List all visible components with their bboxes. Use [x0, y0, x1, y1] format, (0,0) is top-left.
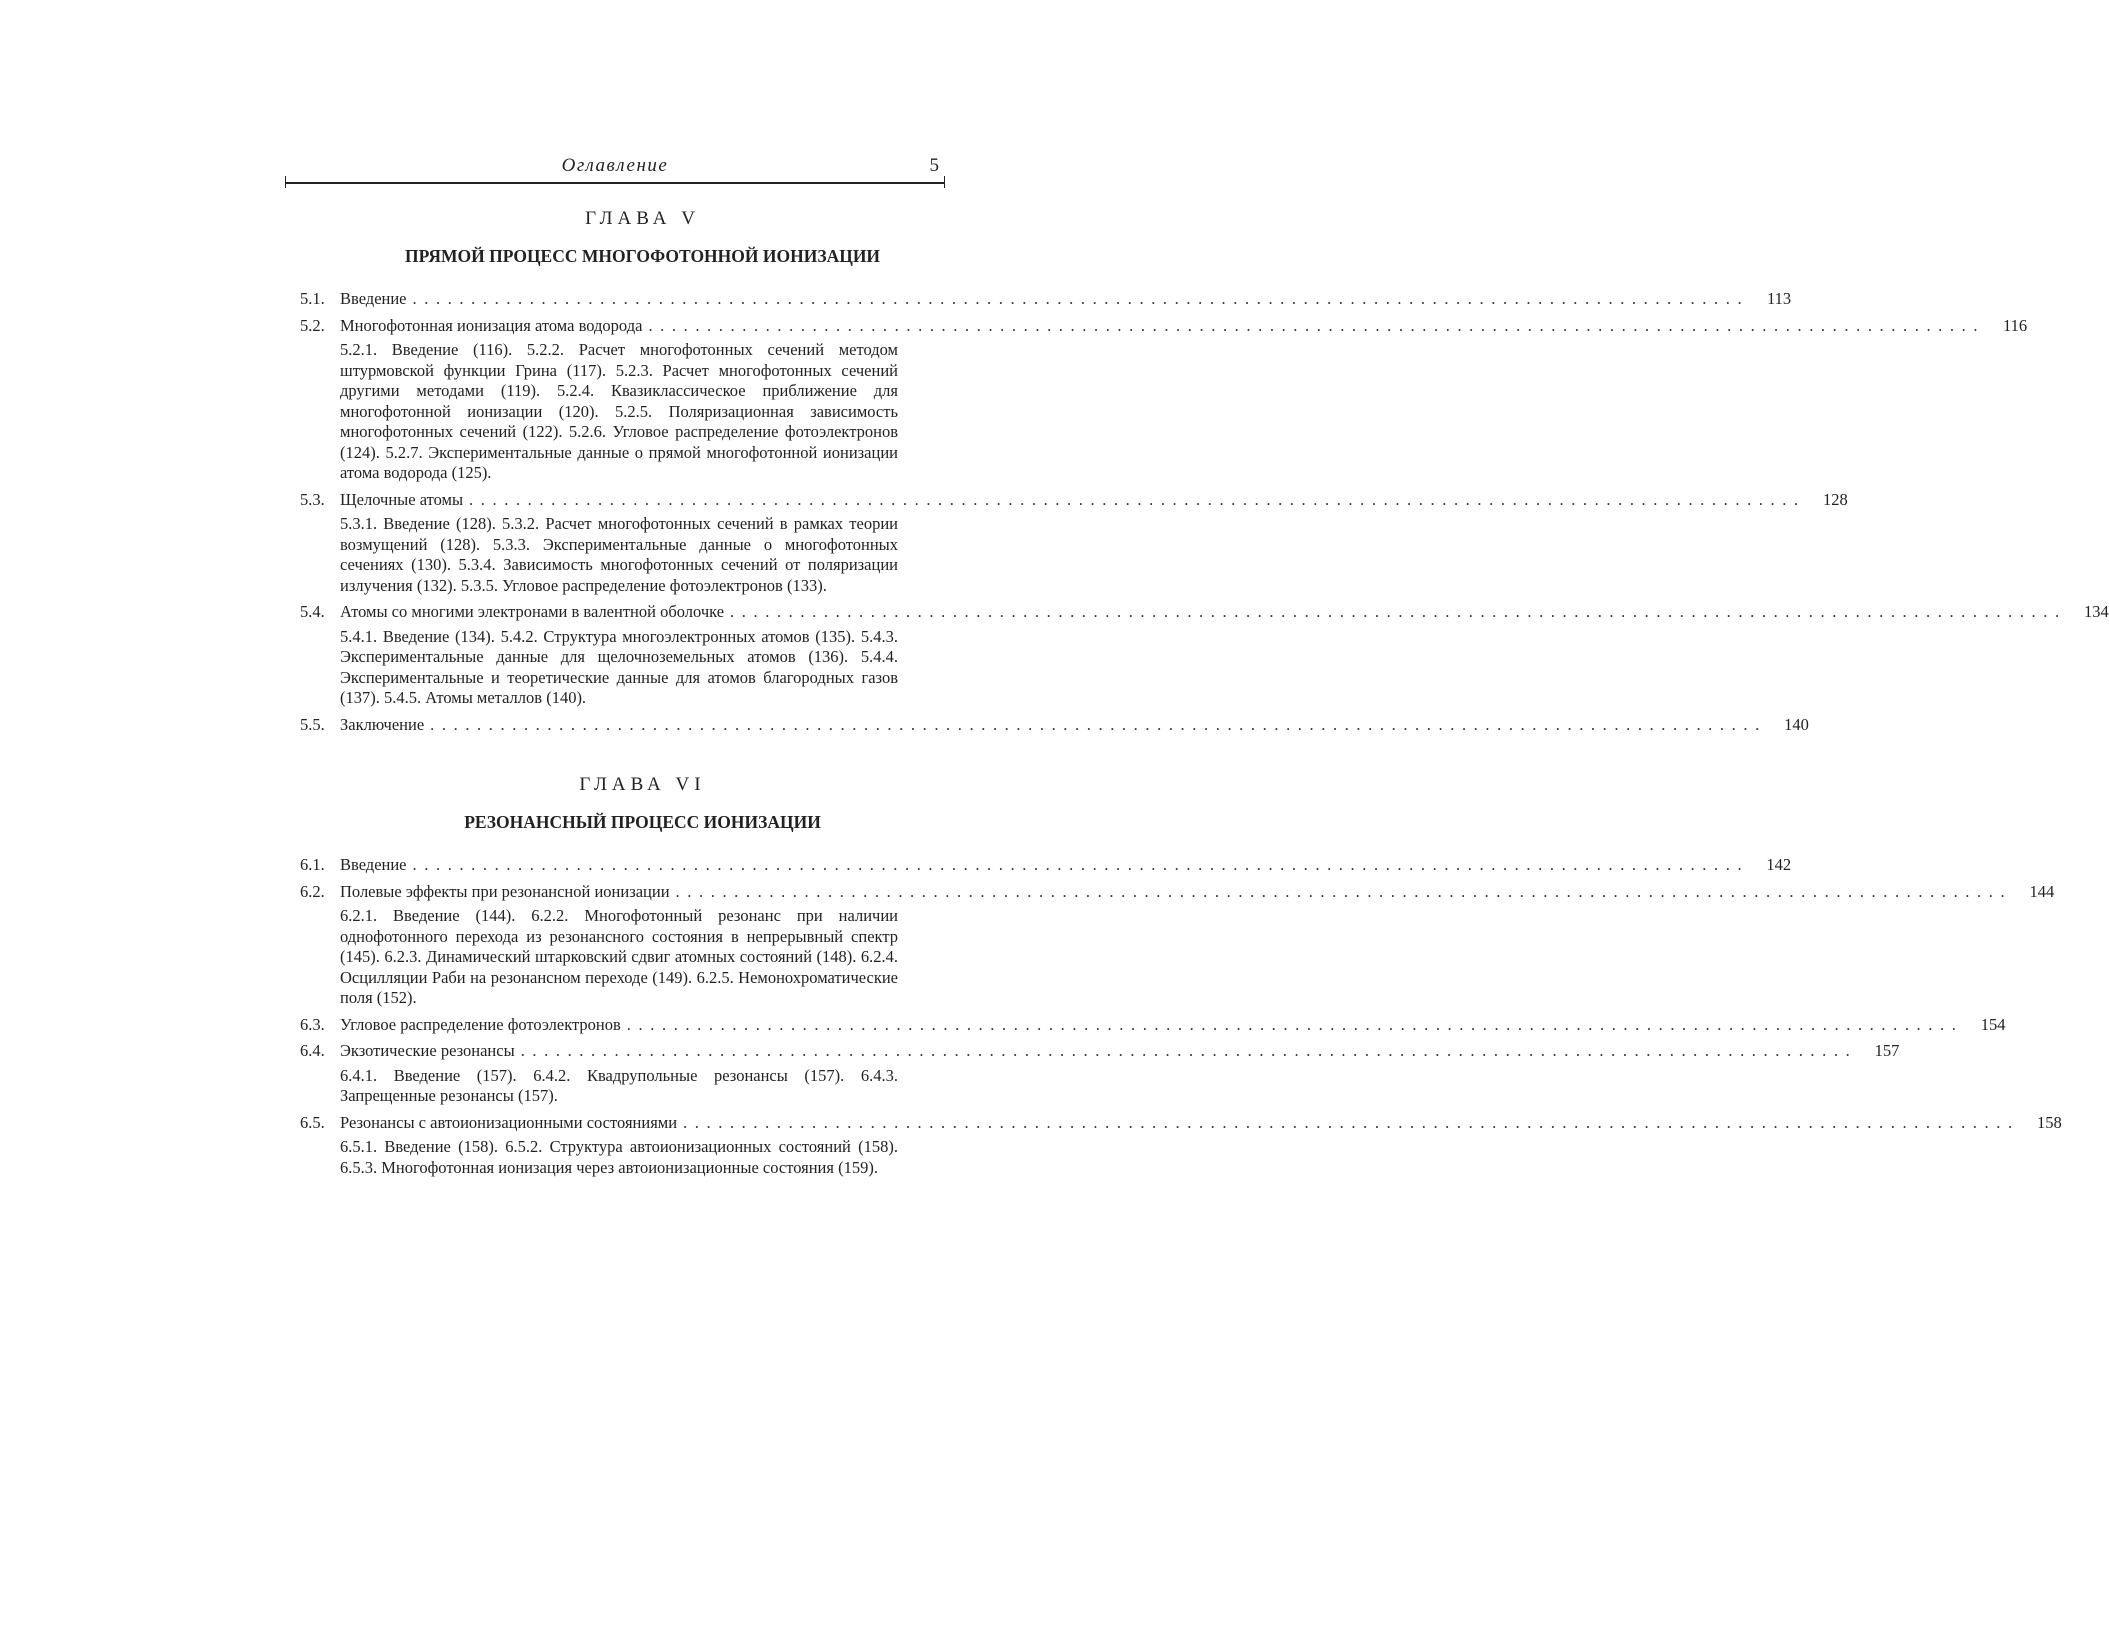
section-page: 158 — [2036, 1112, 2062, 1132]
section-title: Полевые эффекты при резонансной ионизации — [340, 881, 670, 901]
section-number: 6.5. — [300, 1112, 325, 1132]
section-page: 134 — [2083, 602, 2109, 621]
dot-leader: .................................................................................................................. — [626, 1014, 1964, 1034]
toc-entry[interactable] — [300, 602, 2109, 623]
dot-leader: .................................................................................................................. — [683, 1112, 2020, 1132]
section-number: 6.2. — [300, 881, 325, 901]
chapter-5 — [300, 208, 2109, 741]
section-page: 144 — [2029, 881, 2055, 901]
toc-entry[interactable] — [300, 1112, 2062, 1134]
toc-entry[interactable] — [300, 714, 1809, 736]
section-number: 6.3. — [300, 1014, 325, 1034]
dot-leader: .................................................................................................................. — [469, 489, 1806, 509]
subsection-list: 5.2.1. Введение (116). 5.2.2. Расчет многофотонных сечений методом штурмовской функции Грина (117). 5.2.3. Расчет многофотонных сечений другими методами (119). 5.2.4. Квазиклассическое приближение для многофотонной ионизации (120). 5.2.5. Поляризационная зависимость многофотонных сечений (122). 5.2.6. Угловое распределение фотоэлектронов (124). 5.2.7. Экспериментальные данные о прямой многофотонной ионизации атома водорода (125). — [340, 340, 898, 482]
dot-leader: .................................................................................................................. — [412, 289, 1750, 308]
toc-entry[interactable] — [300, 289, 1792, 310]
toc-entry[interactable] — [300, 1014, 2006, 1036]
section-page: 128 — [1822, 489, 1848, 509]
section-page: 113 — [1767, 289, 1792, 308]
chapter-title: ПРЯМОЙ ПРОЦЕСС МНОГОФОТОННОЙ ИОНИЗАЦИИ — [404, 246, 881, 266]
running-header — [285, 155, 945, 185]
chapter-label: ГЛАВА V — [585, 208, 700, 229]
section-number: 5.2. — [300, 315, 325, 335]
subsection-list: 6.5.1. Введение (158). 6.5.2. Структура автоионизационных состояний (158). 6.5.3. Многофотонная ионизация через автоионизационные состояния (159). — [340, 1137, 898, 1177]
section-number: 5.4. — [300, 602, 325, 621]
dot-leader: .................................................................................................................. — [430, 714, 1767, 734]
subsection-list: 5.3.1. Введение (128). 5.3.2. Расчет многофотонных сечений в рамках теории возмущений (128). 5.3.3. Экспериментальные данные о многофотонных сечениях (130). 5.3.4. Зависимость многофотонных сечений от поляризации излучения (132). 5.3.5. Угловое распределение фотоэлектронов (133). — [340, 514, 898, 595]
toc-entry[interactable] — [300, 855, 1792, 876]
section-title: Введение — [340, 855, 407, 874]
section-title: Щелочные атомы — [340, 489, 464, 509]
subsection-list: 5.4.1. Введение (134). 5.4.2. Структура многоэлектронных атомов (135). 5.4.3. Экспериментальные данные для щелочноземельных атомов (136). 5.4.4. Экспериментальные и теоретические данные для атомов благородных газов (137). 5.4.5. Атомы металлов (140). — [340, 626, 898, 707]
dot-leader: .................................................................................................................. — [648, 315, 1986, 335]
header-rule-tick-right — [944, 176, 945, 188]
dot-leader: .................................................................................................................. — [412, 855, 1750, 874]
dot-leader: .................................................................................................................. — [520, 1041, 1858, 1060]
header-title: Оглавление — [561, 155, 669, 176]
section-number: 5.1. — [300, 289, 325, 308]
header-rule-tick-left — [285, 176, 286, 188]
section-title: Введение — [340, 289, 407, 308]
section-number: 6.1. — [300, 855, 325, 874]
section-page: 157 — [1874, 1041, 1900, 1060]
section-page: 154 — [1980, 1014, 2006, 1034]
chapter-title: РЕЗОНАНСНЫЙ ПРОЦЕСС ИОНИЗАЦИИ — [464, 812, 821, 832]
subsection-list: 6.2.1. Введение (144). 6.2.2. Многофотонный резонанс при наличии однофотонного перехода из резонансного состояния в непрерывный спектр (145). 6.2.3. Динамический штарковский сдвиг атомных состояний (148). 6.2.4. Осцилляции Раби на резонансном переходе (149). 6.2.5. Немонохроматические поля (152). — [340, 906, 898, 1007]
toc-entry[interactable] — [300, 489, 1848, 511]
section-title: Экзотические резонансы — [340, 1041, 515, 1060]
section-title: Многофотонная ионизация атома водорода — [340, 315, 643, 335]
section-number: 5.3. — [300, 489, 325, 509]
section-number: 5.5. — [300, 714, 325, 734]
section-page: 142 — [1766, 855, 1792, 874]
toc-entry[interactable] — [300, 315, 2028, 337]
dot-leader: .................................................................................................................. — [675, 881, 2013, 901]
header-rule — [285, 182, 945, 184]
section-page: 140 — [1784, 714, 1809, 734]
toc-list — [300, 289, 2109, 735]
section-number: 6.4. — [300, 1041, 325, 1060]
section-title: Заключение — [340, 714, 425, 734]
subsection-list: 6.4.1. Введение (157). 6.4.2. Квадрупольные резонансы (157). 6.4.3. Запрещенные резонансы (157). — [340, 1065, 898, 1105]
dot-leader: .................................................................................................................. — [730, 602, 2067, 621]
section-title: Резонансы с автоионизационными состояниями — [340, 1112, 678, 1132]
section-title: Атомы со многими электронами в валентной оболочке — [340, 602, 725, 621]
section-title: Угловое распределение фотоэлектронов — [340, 1014, 621, 1034]
toc-entry[interactable] — [300, 881, 2055, 903]
section-page: 116 — [2002, 315, 2028, 335]
chapter-6 — [300, 774, 2062, 1184]
toc-list — [300, 855, 2062, 1178]
chapter-label: ГЛАВА VI — [579, 774, 706, 795]
page-number: 5 — [929, 155, 939, 176]
toc-entry[interactable] — [300, 1041, 1900, 1062]
